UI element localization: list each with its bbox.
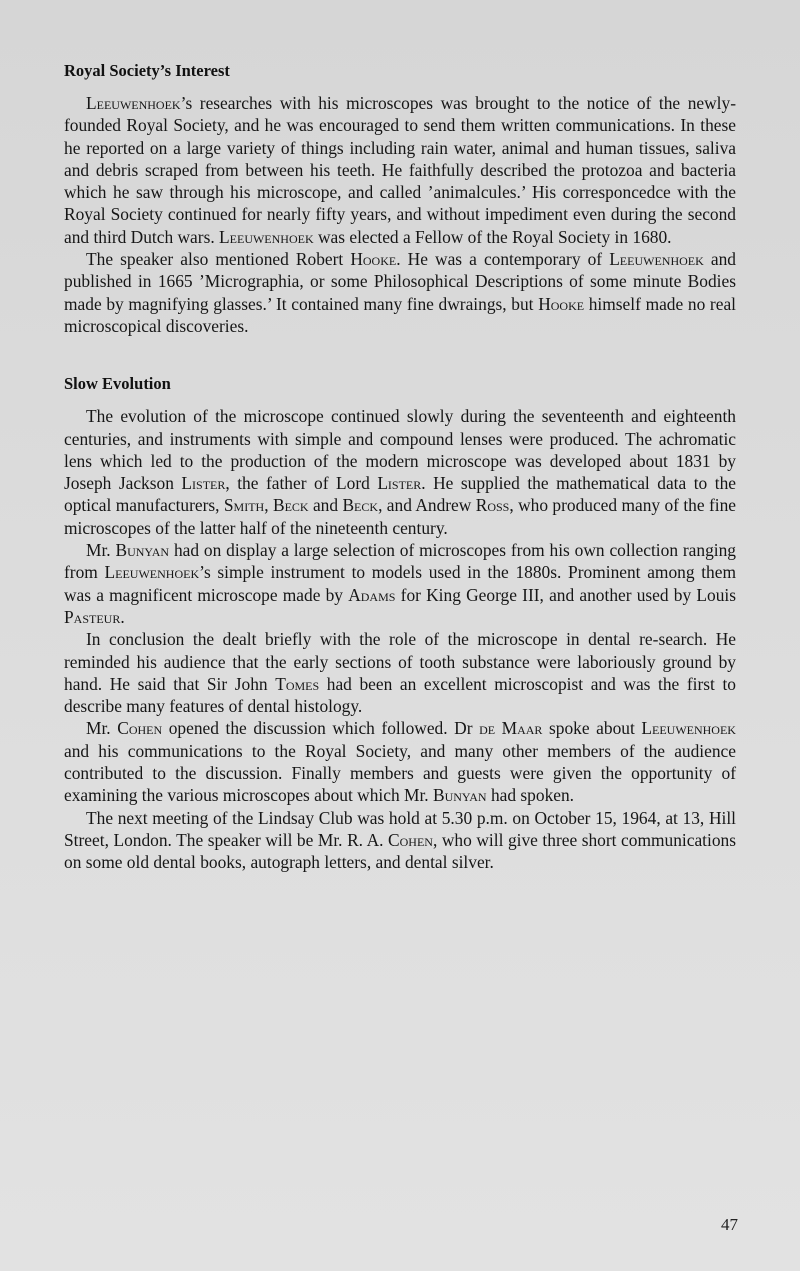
person-name: Leeuwenhoek bbox=[641, 718, 736, 739]
person-name: Beck bbox=[342, 495, 379, 516]
text-run: ’s researches with his microscopes was brought to the notice of the newly-founded Royal Society, and he was encouraged to send them written communications. In these he reported on a large variety of things including rain water, animal and human tissues, saliva and debris scraped from between his teeth. He faithfully described the protozoa and bacteria which he saw through his microscope, and called ’animalcules.’ His corresponcedce with the Royal Society continued for nearly fifty years, and without impediment even during the second and third Dutch wars. bbox=[64, 93, 736, 247]
text-run: spoke about bbox=[542, 718, 642, 739]
page-number: 47 bbox=[721, 1215, 738, 1234]
person-name: Hooke bbox=[538, 293, 585, 314]
section-heading: Slow Evolution bbox=[64, 374, 171, 394]
text-run: had spoken. bbox=[486, 785, 575, 806]
text-run: and his communications to the Royal Society, and many other members of the audience contributed to the discussion. Finally members and guests were given the opportunity of examining the various microscopes about which Mr. bbox=[64, 740, 736, 806]
section-heading: Royal Society’s Interest bbox=[64, 61, 230, 80]
text-run: . He supplied the mathematical data to the optical manufacturers, bbox=[64, 473, 736, 516]
text-run: had on display a large selection of microscopes from his own collection ranging from bbox=[64, 540, 736, 583]
text-run: and published in 1665 ’Micrographia, or some Philosophical Descriptions of some minute Bodies made by magnifying glasses.’ It contained many fine dwraings, but bbox=[64, 249, 736, 314]
paragraph bbox=[64, 405, 736, 539]
person-name: Leeuwenhoek bbox=[609, 249, 704, 270]
person-name: Bunyan bbox=[115, 540, 170, 561]
text-run: was elected a Fellow of the Royal Society in 1680. bbox=[313, 226, 672, 247]
text-run: The speaker also mentioned Robert bbox=[86, 249, 351, 270]
person-name: Pasteur bbox=[64, 606, 121, 627]
paragraph bbox=[64, 807, 736, 874]
text-run: , and Andrew bbox=[378, 495, 476, 516]
text-run: . bbox=[120, 606, 125, 627]
section-slow-evolution bbox=[64, 373, 736, 873]
section-royal-society bbox=[64, 60, 736, 337]
person-name: Beck bbox=[272, 495, 309, 516]
text-run: ’s simple instrument to models used in the 1880s. Prominent among them was a magnificent microscope made by bbox=[64, 562, 737, 605]
text-run: The evolution of the microscope continued slowly during the seventeenth and eighteenth centuries, and instruments with simple and compound lenses were produced. The achromatic lens which led to the production of the modern microscope was developed about 1831 by Joseph Jackson bbox=[64, 406, 736, 494]
paragraph bbox=[64, 92, 736, 248]
person-name: Ross bbox=[475, 495, 510, 516]
text-run: opened the discussion which followed. Dr bbox=[162, 718, 480, 739]
person-name: Leeuwenhoek bbox=[104, 562, 200, 583]
text-run: had been an excellent microscopist and was the first to describe many features of dental histology. bbox=[64, 673, 736, 717]
person-name: Hooke bbox=[350, 249, 397, 270]
text-run: himself made no real microscopical discoveries. bbox=[64, 293, 736, 336]
person-name: Lister bbox=[181, 473, 226, 494]
text-run: The next meeting of the Lindsay Club was hold at 5.30 p.m. on October 15, 1964, at 13, Hill Street, London. The speaker will be Mr. R. A. bbox=[64, 807, 736, 850]
paragraph bbox=[64, 717, 736, 806]
article-body bbox=[64, 60, 736, 874]
paragraph bbox=[64, 539, 736, 628]
text-run: , the father of Lord bbox=[225, 473, 378, 494]
text-run: , who produced many of the fine microscopes of the latter half of the nineteenth century. bbox=[64, 495, 737, 538]
text-run: . He was a contemporary of bbox=[396, 249, 610, 270]
person-name: Leeuwenhoek bbox=[86, 93, 181, 113]
text-run: Mr. bbox=[86, 540, 116, 561]
person-name: Cohen bbox=[388, 829, 433, 850]
person-name: Smith bbox=[223, 495, 265, 516]
text-run: Mr. bbox=[86, 718, 118, 739]
text-run: In conclusion the dealt briefly with the role of the microscope in dental re-search. He reminded his audience that the early sections of tooth substance were laboriously ground by hand. He said that Sir John bbox=[64, 629, 736, 694]
paragraph bbox=[64, 248, 736, 337]
person-name: Leeuwenhoek bbox=[219, 226, 314, 247]
text-run: , bbox=[264, 495, 273, 516]
person-name: Tomes bbox=[275, 673, 320, 694]
person-name: Cohen bbox=[117, 718, 163, 739]
text-run: , who will give three short communications on some old dental books, autograph letters, and dental silver. bbox=[64, 829, 736, 873]
person-name: Lister bbox=[377, 473, 422, 494]
text-run: for King George III, and another used by Louis bbox=[395, 584, 736, 605]
text-run: and bbox=[308, 495, 343, 516]
person-name: de Maar bbox=[479, 718, 543, 739]
person-name: Bunyan bbox=[433, 785, 487, 806]
person-name: Adams bbox=[348, 584, 396, 605]
paragraph bbox=[64, 628, 736, 717]
